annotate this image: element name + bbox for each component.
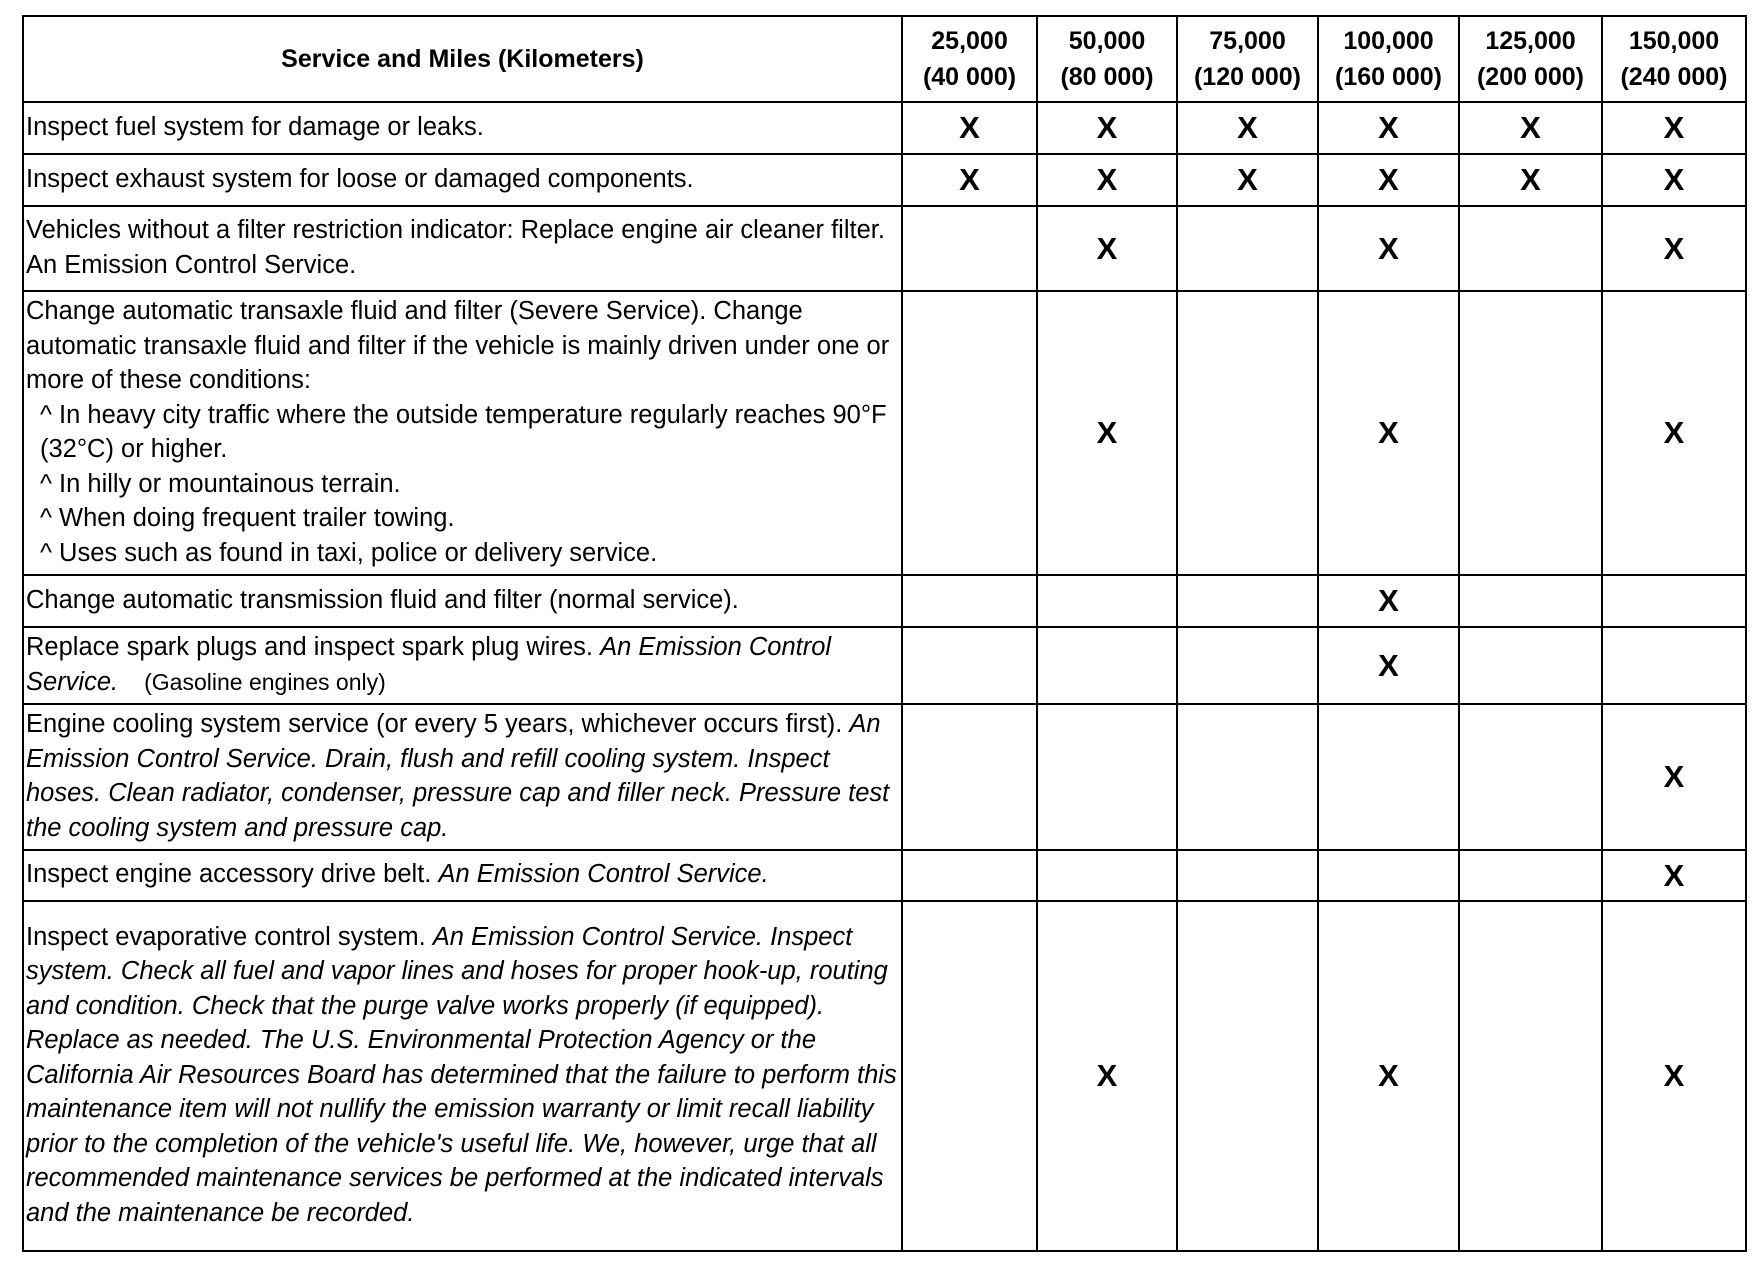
- service-due-mark: X: [1378, 230, 1399, 266]
- interval-mark-cell: [1037, 575, 1177, 627]
- interval-mark-cell: [1602, 575, 1746, 627]
- service-due-mark: X: [1663, 230, 1685, 266]
- interval-mark-cell: [902, 704, 1037, 850]
- interval-km: (120 000): [1193, 63, 1302, 91]
- interval-mark-cell: [902, 291, 1037, 575]
- service-due-mark: X: [1663, 415, 1685, 450]
- interval-mark-cell: [902, 206, 1037, 291]
- interval-mark-cell: [1318, 627, 1459, 704]
- service-description: [23, 627, 902, 704]
- service-description: [23, 206, 902, 291]
- interval-mark-cell: [1177, 206, 1318, 291]
- header-row: [23, 16, 1746, 102]
- interval-mark-cell: [902, 901, 1037, 1251]
- interval-header: [1037, 16, 1177, 102]
- service-description: [23, 850, 902, 901]
- interval-mark-cell: [1459, 627, 1602, 704]
- interval-miles: 125,000: [1485, 27, 1576, 55]
- service-due-mark: X: [1663, 1058, 1685, 1093]
- interval-mark-cell: [1177, 575, 1318, 627]
- interval-mark-cell: [1459, 575, 1602, 627]
- interval-mark-cell: [902, 102, 1037, 154]
- service-due-mark: X: [1663, 857, 1685, 893]
- interval-mark-cell: [1459, 206, 1602, 291]
- service-text: Inspect fuel system for damage or leaks.: [26, 112, 484, 141]
- interval-mark-cell: [1459, 850, 1602, 901]
- service-due-mark: X: [1096, 415, 1118, 450]
- interval-mark-cell: [902, 627, 1037, 704]
- interval-header: [1459, 16, 1602, 102]
- engine-note: (Gasoline engines only): [144, 668, 386, 695]
- condition-item: ^ Uses such as found in taxi, police or delivery service.: [40, 538, 658, 567]
- table-row: [23, 850, 1746, 901]
- interval-mark-cell: [1459, 704, 1602, 850]
- service-due-mark: X: [1237, 162, 1258, 197]
- emission-note: An Emission Control Service.: [438, 860, 769, 889]
- interval-mark-cell: [1602, 850, 1746, 901]
- interval-km: (160 000): [1334, 63, 1443, 91]
- service-text: Change automatic transmission fluid and filter (normal service).: [26, 585, 739, 614]
- interval-miles: 75,000: [1209, 27, 1286, 55]
- table-row: [23, 291, 1746, 575]
- interval-mark-cell: [1602, 154, 1746, 206]
- table-row: [23, 901, 1746, 1251]
- interval-mark-cell: [1459, 154, 1602, 206]
- service-due-mark: X: [1520, 162, 1541, 197]
- service-text: Change automatic transaxle fluid and filter (Severe Service). Change automatic transaxle fluid and filter if the vehicle is mainly driven under one or more of these conditions:: [26, 297, 890, 394]
- interval-mark-cell: [1602, 704, 1746, 850]
- service-text: Engine cooling system service (or every 5 years, whichever occurs first).: [26, 710, 843, 738]
- interval-mark-cell: [1318, 575, 1459, 627]
- interval-miles: 25,000: [931, 27, 1008, 55]
- service-description: [23, 575, 902, 627]
- interval-mark-cell: [1318, 850, 1459, 901]
- service-due-mark: X: [1378, 162, 1399, 197]
- interval-mark-cell: [1037, 901, 1177, 1251]
- service-due-mark: X: [1663, 110, 1685, 145]
- table-row: [23, 704, 1746, 850]
- emission-note: An Emission Control Service. Inspect system. Check all fuel and vapor lines and hoses for proper hook-up, routing and condition. Check that the purge valve works properly (if equipped). Replace as needed. The U.S. Environmental Protection Agency or the California Air Resources Board has determined that the failure to perform this maintenance item will not nullify the emission warranty or limit recall liability prior to the completion of the vehicle's useful life. We, however, urge that all recommended maintenance services be performed at the indicated intervals and the maintenance be recorded.: [26, 922, 897, 1227]
- service-due-mark: X: [1096, 162, 1118, 197]
- table-row: [23, 154, 1746, 206]
- interval-mark-cell: [1602, 901, 1746, 1251]
- interval-header: [1602, 16, 1746, 102]
- interval-mark-cell: [1037, 291, 1177, 575]
- condition-item: ^ In heavy city traffic where the outside temperature regularly reaches 90°F (32°C) or higher.: [40, 400, 887, 463]
- service-description: [23, 291, 902, 575]
- interval-mark-cell: [902, 850, 1037, 901]
- interval-header: [1318, 16, 1459, 102]
- interval-mark-cell: [1602, 627, 1746, 704]
- service-due-mark: X: [959, 110, 980, 145]
- service-due-mark: X: [1237, 110, 1258, 145]
- interval-mark-cell: [1037, 850, 1177, 901]
- service-text: Inspect evaporative control system.: [26, 922, 426, 951]
- service-due-mark: X: [1663, 162, 1685, 197]
- interval-mark-cell: [1037, 102, 1177, 154]
- interval-mark-cell: [1177, 704, 1318, 850]
- interval-mark-cell: [1177, 627, 1318, 704]
- interval-mark-cell: [1459, 291, 1602, 575]
- service-due-mark: X: [959, 162, 980, 197]
- service-due-mark: X: [1378, 415, 1399, 450]
- interval-mark-cell: [1037, 206, 1177, 291]
- interval-mark-cell: [1177, 102, 1318, 154]
- service-due-mark: X: [1378, 647, 1399, 683]
- service-description: [23, 154, 902, 206]
- service-description: [23, 704, 902, 850]
- service-due-mark: X: [1096, 110, 1118, 145]
- interval-mark-cell: [1177, 154, 1318, 206]
- interval-miles: 50,000: [1068, 27, 1146, 55]
- interval-mark-cell: [1602, 102, 1746, 154]
- interval-mark-cell: [902, 154, 1037, 206]
- service-text: Vehicles without a filter restriction indicator: Replace engine air cleaner filter. An Emission Control Service.: [26, 216, 885, 279]
- interval-mark-cell: [1459, 102, 1602, 154]
- emission-note: An Emission Control Service.: [26, 633, 832, 696]
- service-description: [23, 102, 902, 154]
- service-description: [23, 901, 902, 1251]
- interval-mark-cell: [1177, 901, 1318, 1251]
- table-row: [23, 627, 1746, 704]
- service-due-mark: X: [1378, 583, 1399, 618]
- condition-item: ^ In hilly or mountainous terrain.: [40, 469, 401, 498]
- service-due-mark: X: [1096, 1058, 1118, 1093]
- table-row: [23, 102, 1746, 154]
- service-due-mark: X: [1378, 110, 1399, 145]
- interval-mark-cell: [1318, 704, 1459, 850]
- interval-miles: 150,000: [1628, 27, 1720, 55]
- interval-km: (240 000): [1620, 63, 1728, 91]
- interval-km: (80 000): [1060, 63, 1154, 91]
- interval-mark-cell: [1318, 154, 1459, 206]
- interval-mark-cell: [902, 575, 1037, 627]
- condition-item: ^ When doing frequent trailer towing.: [40, 504, 455, 532]
- interval-km: (40 000): [922, 63, 1017, 91]
- table-row: [23, 575, 1746, 627]
- interval-mark-cell: [1177, 850, 1318, 901]
- interval-mark-cell: [1318, 102, 1459, 154]
- interval-header: [1177, 16, 1318, 102]
- interval-miles: 100,000: [1343, 27, 1434, 55]
- service-due-mark: X: [1096, 230, 1118, 266]
- interval-header: [902, 16, 1037, 102]
- interval-km: (200 000): [1476, 63, 1585, 91]
- service-header: Service and Miles (Kilometers): [23, 16, 902, 102]
- service-text: Replace spark plugs and inspect spark plug wires.: [26, 633, 593, 661]
- interval-mark-cell: [1037, 627, 1177, 704]
- interval-mark-cell: [1037, 704, 1177, 850]
- table-row: [23, 206, 1746, 291]
- emission-note: An Emission Control Service. Drain, flush and refill cooling system. Inspect hoses. Clean radiator, condenser, pressure cap and filler neck. Pressure test the cooling system and pressure cap.: [26, 710, 890, 842]
- interval-mark-cell: [1177, 291, 1318, 575]
- interval-mark-cell: [1037, 154, 1177, 206]
- interval-mark-cell: [1602, 291, 1746, 575]
- service-text: Inspect exhaust system for loose or damaged components.: [26, 164, 694, 193]
- interval-mark-cell: [1459, 901, 1602, 1251]
- maintenance-schedule-table: [22, 15, 1747, 1252]
- service-due-mark: X: [1663, 759, 1685, 794]
- interval-mark-cell: [1318, 291, 1459, 575]
- service-text: Inspect engine accessory drive belt.: [26, 860, 432, 889]
- service-due-mark: X: [1378, 1058, 1399, 1093]
- interval-mark-cell: [1318, 901, 1459, 1251]
- interval-mark-cell: [1602, 206, 1746, 291]
- interval-mark-cell: [1318, 206, 1459, 291]
- service-due-mark: X: [1520, 110, 1541, 145]
